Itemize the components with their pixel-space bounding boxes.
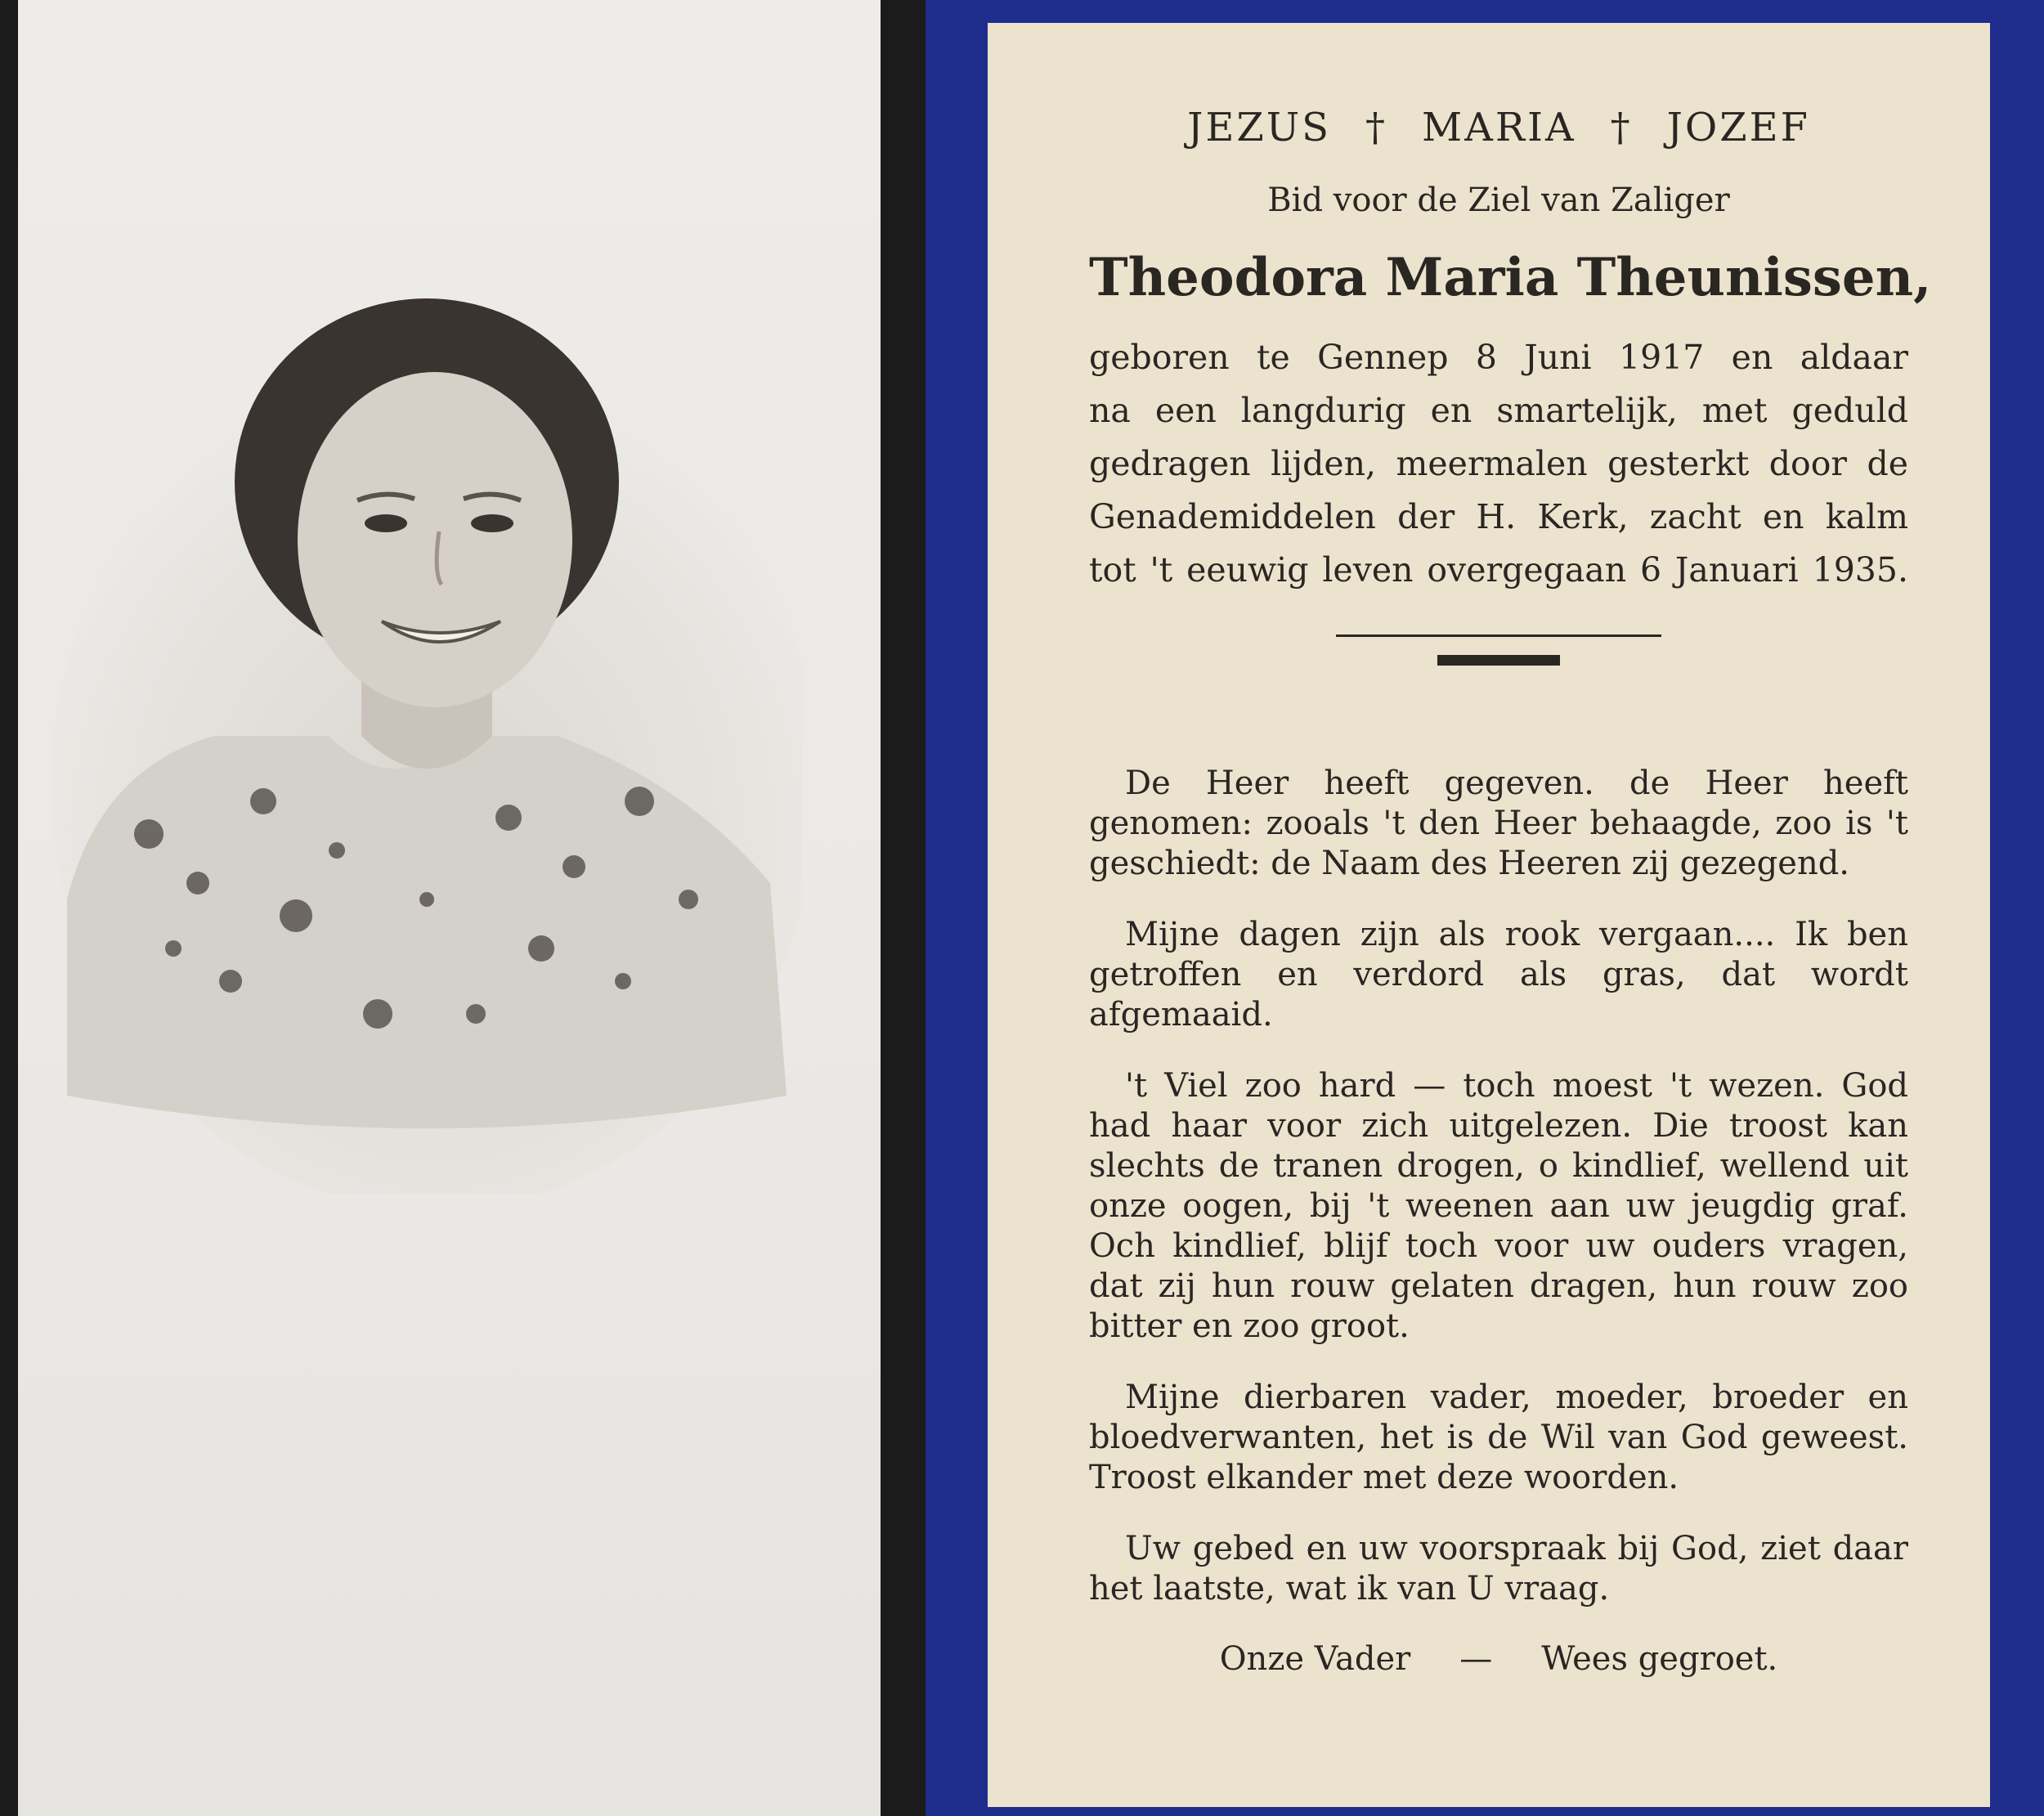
portrait-card: [18, 0, 881, 1816]
verse-paragraph: Uw gebed en uw voorspraak bij God, ziet daar het laatste, wat ik van U vraag.: [1089, 1530, 1908, 1607]
prayer-our-father: Onze Vader: [1219, 1640, 1411, 1678]
bio-line: tot 't eeuwig leven overgegaan 6 Januari 1935.: [1089, 550, 1908, 590]
divider-line: [1336, 634, 1661, 637]
header-word-jezus: JEZUS: [1187, 105, 1332, 150]
bio-line: na een langdurig en smartelijk, met geduld: [1089, 391, 1908, 430]
verses: [1089, 764, 1908, 1609]
header-word-jozef: JOZEF: [1666, 105, 1810, 150]
memorial-card: [988, 23, 1990, 1807]
portrait-photo: [51, 278, 803, 1194]
cross-icon: †: [1610, 105, 1633, 150]
divider-bar: [1437, 655, 1560, 666]
verse-paragraph: De Heer heeft gegeven. de Heer heeft genomen: zooals 't den Heer behaagde, zoo is 't geschiedt: de Naam des Heeren zij gezegend.: [1089, 765, 1908, 882]
verse-paragraph: Mijne dagen zijn als rook vergaan.... Ik ben getroffen en verdord als gras, dat wordt afgemaaid.: [1089, 916, 1908, 1034]
bio-line: geboren te Gennep 8 Juni 1917 en aldaar: [1089, 338, 1908, 377]
bio-line: Genademiddelen der H. Kerk, zacht en kalm: [1089, 497, 1908, 536]
intro-text: Bid voor de Ziel van Zaliger: [1267, 182, 1730, 219]
cross-icon: †: [1365, 105, 1388, 150]
closing-prayers: [1089, 1640, 1908, 1678]
bio-line: gedragen lijden, meermalen gesterkt door de: [1089, 444, 1908, 483]
closing-dash: —: [1459, 1640, 1493, 1678]
verse-paragraph: Mijne dierbaren vader, moeder, broeder en bloedverwanten, het is de Wil van God geweest. Troost elkander met deze woorden.: [1089, 1379, 1908, 1496]
header-word-maria: MARIA: [1422, 105, 1576, 150]
verse-paragraph: 't Viel zoo hard — toch moest 't wezen. God had haar voor zich uitgelezen. Die troost kan slechts de tranen drogen, o kindlief, wellend uit onze oogen, bij 't weenen aan uw jeugdig graf. Och kindlief, blijf toch voor uw ouders vragen, dat zij hun rouw gelaten dragen, hun rouw zoo bitter en zoo groot.: [1089, 1067, 1908, 1345]
prayer-hail-mary: Wees gegroet.: [1541, 1640, 1778, 1678]
header-line: [1089, 105, 1908, 150]
deceased-name: Theodora Maria Theunissen,: [1089, 247, 1932, 308]
biography: [1089, 331, 1908, 597]
